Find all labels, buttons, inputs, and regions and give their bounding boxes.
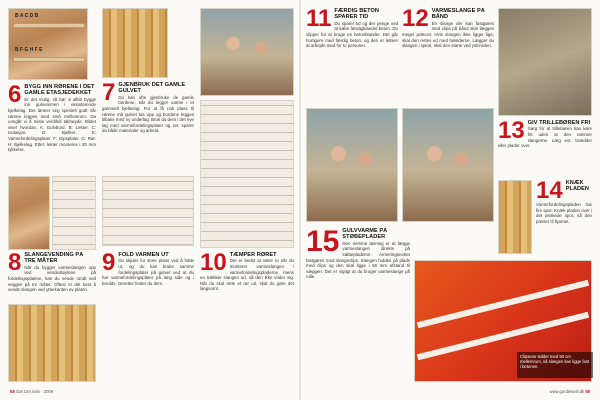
step-8-photo bbox=[8, 176, 50, 250]
folio-right-text: www.gordetselv.dk bbox=[549, 389, 585, 394]
step-9-photo bbox=[8, 304, 96, 382]
step-14-photo bbox=[498, 180, 532, 254]
step-7-heading: GJENBRUK DET GAMLE GULVET bbox=[118, 82, 186, 95]
step-15 bbox=[306, 228, 410, 382]
step-10-photo-pipe-roll bbox=[200, 100, 294, 248]
step-7 bbox=[102, 82, 194, 170]
step-9 bbox=[102, 252, 194, 382]
photo-caption: Clipsene sidder med 50 cm mellemrum, så slangen kan ligge fast i betonen. bbox=[517, 352, 593, 378]
step-10 bbox=[200, 252, 294, 382]
diagram-top-labels: B A C D B bbox=[15, 13, 39, 19]
step-10-photo-pipes-installer bbox=[200, 8, 294, 96]
folio-right bbox=[550, 389, 590, 394]
diagram-bottom-layer bbox=[13, 57, 85, 62]
spine-gutter bbox=[299, 0, 301, 400]
step-9-photo-floor bbox=[102, 176, 194, 246]
step-13-body: Sørg for at trillebøren kan køre frit uden at den rammer slangerne. Læg evt. brædder eller plader over. bbox=[498, 126, 592, 149]
step-11-heading: FÆRDIG BETON SPARER TID bbox=[334, 8, 380, 21]
step-9-number: 9 bbox=[102, 252, 116, 276]
folio-left-text: Gør Det Selv · 2009 bbox=[15, 389, 54, 394]
step-11-photo-concrete bbox=[306, 108, 398, 222]
step-8 bbox=[8, 252, 96, 300]
step-12-heading: VARMESLANGE PÅ BÅND bbox=[431, 8, 485, 21]
step-13-photo-wheelbarrow bbox=[498, 8, 592, 116]
step-9-heading: FOLD VARMEN UT bbox=[118, 252, 169, 258]
step-7-body: Du kan ofte gjenbruke de gamle bordene, når du legger varme i et gammelt bjelkelag. For at få nok plass til rørene må gulvet tas opp og bordene legges tilbake med ny underlag. Bruk du dem i det nye lag med varmefordelingsplater og rør, sparer du både materialer og arbeid. bbox=[102, 94, 194, 134]
step-8-photo-pipes bbox=[52, 176, 96, 250]
step-13-number: 13 bbox=[498, 120, 525, 144]
step-11-number: 11 bbox=[306, 8, 332, 32]
step-14-heading: KNÆK PLADEN bbox=[565, 180, 590, 193]
step-6 bbox=[8, 84, 96, 170]
step-15-body: Den nemme løsning er at lægge varmeslangen direkte på støbepladerne. Armeringsnettet fastgøres med slangeclips. Slangen holdes på plads med clips og den skal ligge i 50 mm afstand til væggen. Det er vigtigt at du bruger varmeslange på rulle. bbox=[306, 240, 410, 280]
step-8-heading: SLANGEVENDING PÅ TRE MÅTER bbox=[24, 252, 84, 265]
step-8-number: 8 bbox=[8, 252, 22, 276]
step-10-number: 10 bbox=[200, 252, 227, 276]
step-10-body: Det er bedst at være to når du monterer varmeslangen i varmefordelingspladerne, mens en trækker slangen ud, så den ikke vrider sig. Når du skal rette et rør ud, skal du gøre det langsomt. bbox=[200, 258, 294, 292]
diagram-top-layer bbox=[13, 23, 85, 28]
step-14-number: 14 bbox=[536, 180, 563, 204]
diagram-bottom-labels: B F G H F E bbox=[15, 47, 43, 53]
step-12-body: En slange der kan fastgøres med clips på bånd skal lægges meget præcist. Hvis slangen ikke ligger lige, skal den rettes ud med hænderne. Lægger du slangen i spiral, skal den starte ved ydersiden. bbox=[402, 20, 494, 49]
step-12-photo-installers bbox=[402, 108, 494, 222]
step-7-number: 7 bbox=[102, 82, 116, 106]
step-14 bbox=[536, 180, 592, 256]
step-8-body: Når du bygger varmeslangen opp ved vendesløyfene på fordelingsplatene, kan du vende rundt ved veggen på tre måter. Oftest er det best å vende slangen ved ytterkanten av platen. bbox=[8, 264, 96, 293]
step-6-photo-cross-section bbox=[8, 8, 88, 80]
folio-left-page: 58 bbox=[10, 389, 15, 394]
step-6-number: 6 bbox=[8, 84, 22, 108]
step-13 bbox=[498, 120, 592, 176]
step-12-number: 12 bbox=[402, 8, 429, 32]
step-13-heading: GIV TRILLEBØREN FRI bbox=[527, 120, 591, 126]
step-15-number: 15 bbox=[306, 228, 340, 258]
step-14-body: Varmefordelingspladen har fire spor. Knæk pladen over i det ønskede spor, så den passer til hjørnet. bbox=[536, 202, 592, 224]
step-6-heading: BYGG INN RØRENE I DET GAMLE ETASJEDEKKET bbox=[24, 84, 95, 97]
step-10-heading: TÆMPER RØRET bbox=[229, 252, 277, 258]
folio-left bbox=[10, 389, 53, 394]
step-12 bbox=[402, 8, 494, 104]
folio-right-page: 59 bbox=[585, 389, 590, 394]
step-6-body: Er det mulig, så bør vi alltid bygge inn gulvvarmen i eksisterende bjelkelag. Det lønner seg spesielt godt når rørene legges med små mellomrom. Da unngår vi å miste verdifull takhøyde. Bildet viser hvordan. A: Gulvbord. B: Lekter. C: Isolasjon. D: Bjelker. E: Varmefordelingsplater. F: Gipsplater. G: Rør. H: Bjelkelag. Etter: lekter monteres i 20 mm tykkelse. bbox=[8, 96, 96, 153]
step-11 bbox=[306, 8, 398, 104]
step-15-heading: GULVVARME PÅ STØBEPLADER bbox=[342, 228, 388, 241]
step-11-body: Du sparer tid og der penge ved at købe færdigblandet beton. Du slipper for at bruge en betonblander. Det går hurtigere med færdig beton, og den er lettere at arbejde med for to personer. bbox=[306, 20, 398, 49]
step-7-photo bbox=[102, 8, 168, 78]
step-9-body: Du skjuler for store plater ved å folde ut, og du kan bruke samme fordelingsplater på gulvet ved at du har varmefordelingsplater på lang side og i bredde. Deretter fester du dem. bbox=[102, 258, 194, 286]
